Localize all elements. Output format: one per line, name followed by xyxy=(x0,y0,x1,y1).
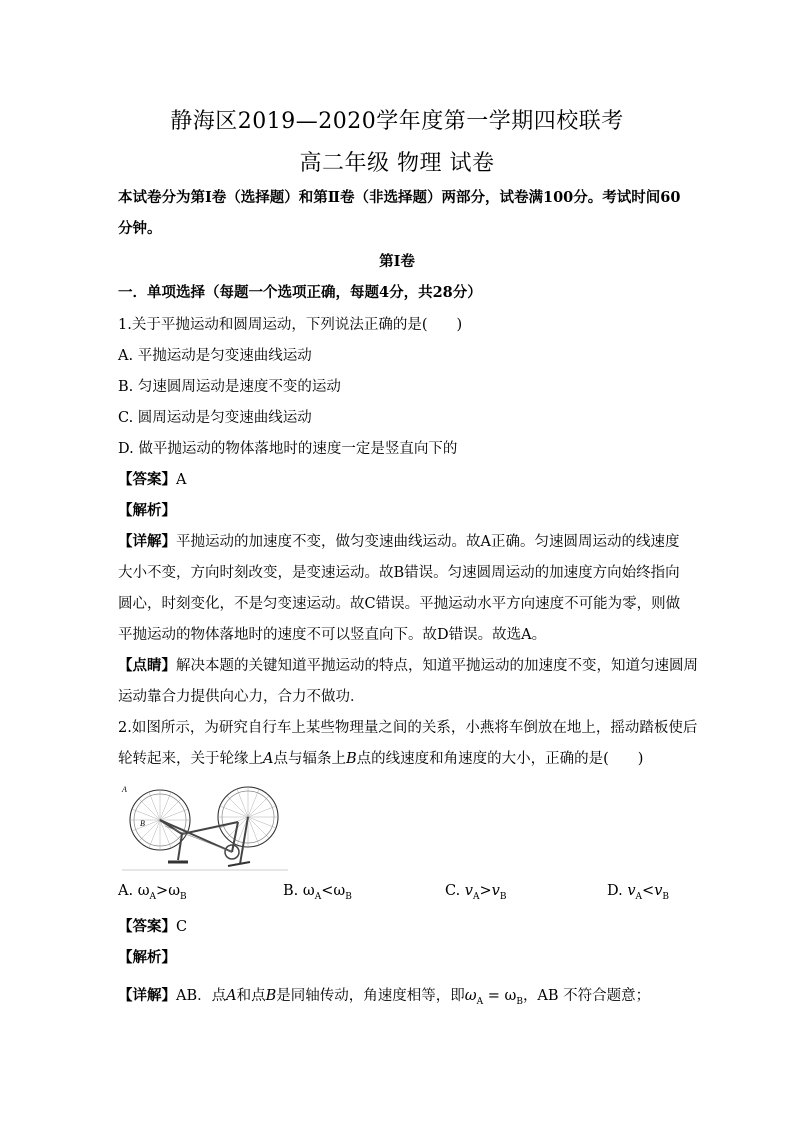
q2-option-d: D. $v_A<v_B$ xyxy=(607,883,670,902)
part-title: 第Ⅰ卷 xyxy=(379,253,415,270)
answer-value: C xyxy=(176,919,188,935)
q2-stem-line-1: 2.如图所示，为研究自行车上某些物理量之间的关系，小燕将车倒放在地上，摇动踏板使后 xyxy=(118,720,698,736)
q1-option-a: A. 平抛运动是匀变速曲线运动 xyxy=(118,348,312,364)
q2-option-a: A. $\omega_A>\omega_B$ xyxy=(118,883,187,902)
q1-answer xyxy=(118,468,186,489)
figure-label-b: B xyxy=(140,819,145,828)
q1-detail-line-3: 圆心，时刻变化，不是匀变速运动。故C错误。平抛运动水平方向速度不可能为零，则做 xyxy=(118,596,681,612)
q1-analysis-label xyxy=(118,499,176,520)
comment-text: 解决本题的关键知道平抛运动的特点，知道平抛运动的加速度不变，知道匀速圆周 xyxy=(176,658,698,674)
answer-label: 【答案】 xyxy=(118,918,176,935)
q2-analysis-label xyxy=(118,946,176,967)
q2-options xyxy=(118,883,678,905)
exam-subtitle: 高二年级 物理 试卷 xyxy=(299,151,495,176)
bike-frame xyxy=(160,817,248,864)
answer-value: A xyxy=(176,472,187,488)
q1-option-b: B. 匀速圆周运动是速度不变的运动 xyxy=(118,379,341,395)
intro-line-2: 分钟。 xyxy=(118,220,162,237)
detail-text: 平抛运动的加速度不变，做匀变速曲线运动。故A正确。匀速圆周运动的线速度 xyxy=(176,534,680,550)
analysis-label: 【解析】 xyxy=(118,502,176,519)
q2-stem-text-b: 点与辐条上 xyxy=(273,751,346,767)
figure-label-a: A xyxy=(122,785,127,794)
q2-stem-text-c: 点的线速度和角速度的大小，正确的是( ) xyxy=(356,751,644,767)
q1-comment-line-2: 运动靠合力提供向心力，合力不做功． xyxy=(118,689,365,705)
intro-line-1: 本试卷分为第Ⅰ卷（选择题）和第Ⅱ卷（非选择题）两部分，试卷满100分。考试时间60 xyxy=(118,189,681,206)
comment-label: 【点睛】 xyxy=(118,657,176,674)
q2-answer xyxy=(118,915,187,936)
q1-option-c: C. 圆周运动是匀变速曲线运动 xyxy=(118,410,312,426)
answer-label: 【答案】 xyxy=(118,471,176,488)
q2-option-b: B. $\omega_A<\omega_B$ xyxy=(283,883,352,902)
bicycle-figure xyxy=(120,782,290,874)
exam-title: 静海区2019—2020学年度第一学期四校联考 xyxy=(170,109,624,134)
q1-comment-line-1 xyxy=(118,654,698,675)
q1-detail-line-1 xyxy=(118,530,679,551)
q2-option-c: C. $v_A>v_B$ xyxy=(445,883,507,902)
section-title: 一．单项选择（每题一个选项正确，每题4分，共28分） xyxy=(118,284,482,301)
q1-detail-line-2: 大小不变，方向时刻改变，是变速运动。故B错误。匀速圆周运动的加速度方向始终指向 xyxy=(118,565,680,581)
q1-option-d: D. 做平抛运动的物体落地时的速度一定是竖直向下的 xyxy=(118,441,458,457)
point-a-label: A xyxy=(263,751,274,767)
analysis-label: 【解析】 xyxy=(118,949,176,966)
q2-stem-line-2 xyxy=(118,747,643,768)
q1-stem: 1.关于平抛运动和圆周运动，下列说法正确的是( ) xyxy=(118,317,463,333)
q1-detail-line-4: 平抛运动的物体落地时的速度不可以竖直向下。故D错误。故选A。 xyxy=(118,627,547,643)
detail-label: 【详解】 xyxy=(118,533,176,550)
point-b-label: B xyxy=(345,751,357,767)
q2-detail-line-1: 【详解】AB．点A和点B是同轴传动，角速度相等，即$\omega_A = \omega_B$，AB 不符合题意； xyxy=(118,987,651,1007)
q2-stem-text-a: 轮转起来，关于轮缘上 xyxy=(118,751,263,767)
detail-label: 【详解】 xyxy=(118,987,176,1004)
